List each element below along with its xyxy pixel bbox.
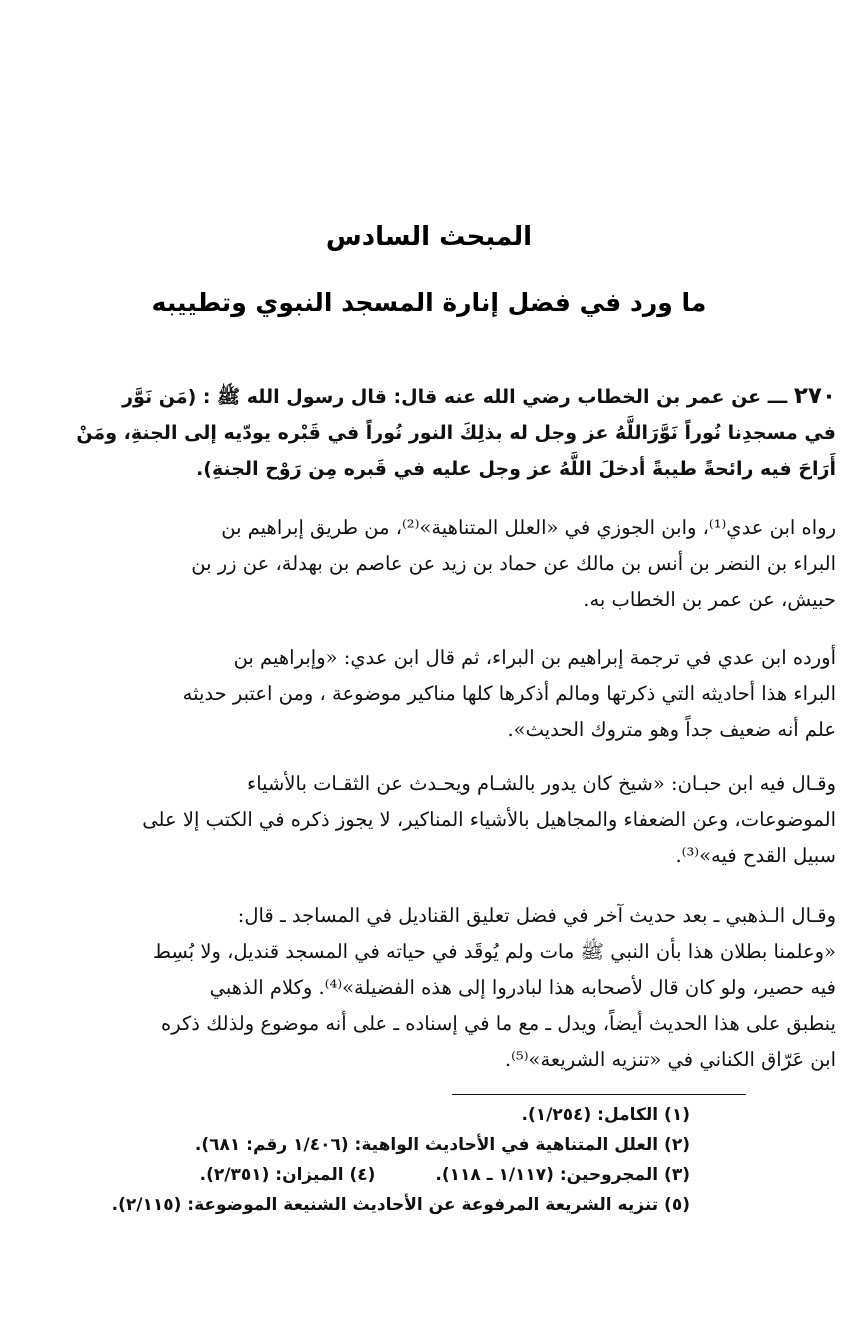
paragraph-line: أورده ابن عدي في ترجمة إبراهيم بن البراء، ثم قال ابن عدي: «وإبراهيم بن — [233, 646, 836, 669]
paragraph-dhahabi — [24, 898, 836, 1078]
paragraph-line: علم أنه ضعيف جداً وهو متروك الحديث». — [507, 718, 836, 741]
section-heading: المبحث السادس — [325, 222, 533, 252]
hadith-line-2: في مسجدِنا نُوراً نَوَّرَاللَّهُ عز وجل له بذلِكَ النور نُوراً في قَبْره يودّيه إلى الجنةِ، ومَنْ — [76, 422, 836, 444]
hadith-text — [24, 378, 836, 487]
hadith-number: ٢٧٠ — [793, 383, 836, 409]
footnote-4: (٤) الميزان: (٢/٣٥١). — [199, 1165, 376, 1185]
paragraph-line: البراء هذا أحاديثه التي ذكرتها ومالم أذكرها كلها مناكير موضوعة ، ومن اعتبر حديثه — [182, 682, 836, 705]
chapter-title: ما ورد في فضل إنارة المسجد النبوي وتطييبه — [151, 288, 707, 317]
footnote-1: (١) الكامل: (١/٢٥٤). — [521, 1105, 690, 1125]
paragraph-line: وقـال فيه ابن حبـان: «شيخ كان يدور بالشـام ويحـدث عن الثقـات بالأشياء — [247, 772, 836, 795]
footnote-5: (٥) تنزيه الشريعة المرفوعة عن الأحاديث الشنيعة الموضوعة: (٢/١١٥). — [111, 1195, 690, 1215]
paragraph-line: رواه ابن عدي⁽¹⁾، وابن الجوزي في «العلل المتناهية»⁽²⁾، من طريق إبراهيم بن — [221, 516, 836, 539]
footnote-3: (٣) المجروحين: (١/١١٧ ـ ١١٨). — [435, 1165, 690, 1185]
paragraph-ibn-adi — [24, 640, 836, 748]
paragraph-line: «وعلمنا بطلان هذا بأن النبي ﷺ مات ولم يُوقَد في حياته في المسجد قنديل، ولا بُسِط — [152, 940, 836, 963]
paragraph-line: وقـال الـذهبي ـ بعد حديث آخر في فضل تعليق القناديل في المساجد ـ قال: — [237, 904, 836, 927]
footnotes — [40, 1100, 690, 1220]
hadith-line-3: أَرَاحَ فيه رائحةً طيبةً أدخلَ اللَّهُ عز وجل عليه في قَبره مِن رَوْح الجنةِ). — [196, 458, 836, 480]
paragraph-line: البراء بن النضر بن أنس بن مالك عن حماد بن زيد عن عاصم بن بهدلة، عن زر بن — [191, 552, 836, 575]
footnote-divider — [452, 1094, 746, 1095]
paragraph-line: حبيش، عن عمر بن الخطاب به. — [583, 588, 836, 611]
footnote-2: (٢) العلل المتناهية في الأحاديث الواهية: (١/٤٠٦ رقم: ٦٨١). — [194, 1135, 690, 1155]
paragraph-line: ابن عَرّاق الكناني في «تنزيه الشريعة»⁽⁵⁾. — [504, 1048, 836, 1071]
footnote-row-3-4 — [40, 1160, 690, 1190]
paragraph-line: ينطبق على هذا الحديث أيضاً، ويدل ـ مع ما في إسناده ـ على أنه موضوع ولذلك ذكره — [161, 1012, 836, 1035]
paragraph-line: الموضوعات، وعن الضعفاء والمجاهيل بالأشياء المناكير، لا يجوز ذكره في الكتب إلا على — [142, 808, 836, 831]
paragraph-line: سبيل القدح فيه»⁽³⁾. — [675, 844, 836, 867]
paragraph-ibn-hibban — [24, 766, 836, 874]
paragraph-line: فيه حصير، ولو كان قال لأصحابه هذا لبادروا إلى هذه الفضيلة»⁽⁴⁾. وكلام الذهبي — [209, 976, 836, 999]
paragraph-narration — [24, 510, 836, 618]
hadith-line-1: ٢٧٠ ـــ عن عمر بن الخطاب رضي الله عنه قال: قال رسول الله ﷺ : (مَن نَوَّر — [122, 383, 836, 409]
